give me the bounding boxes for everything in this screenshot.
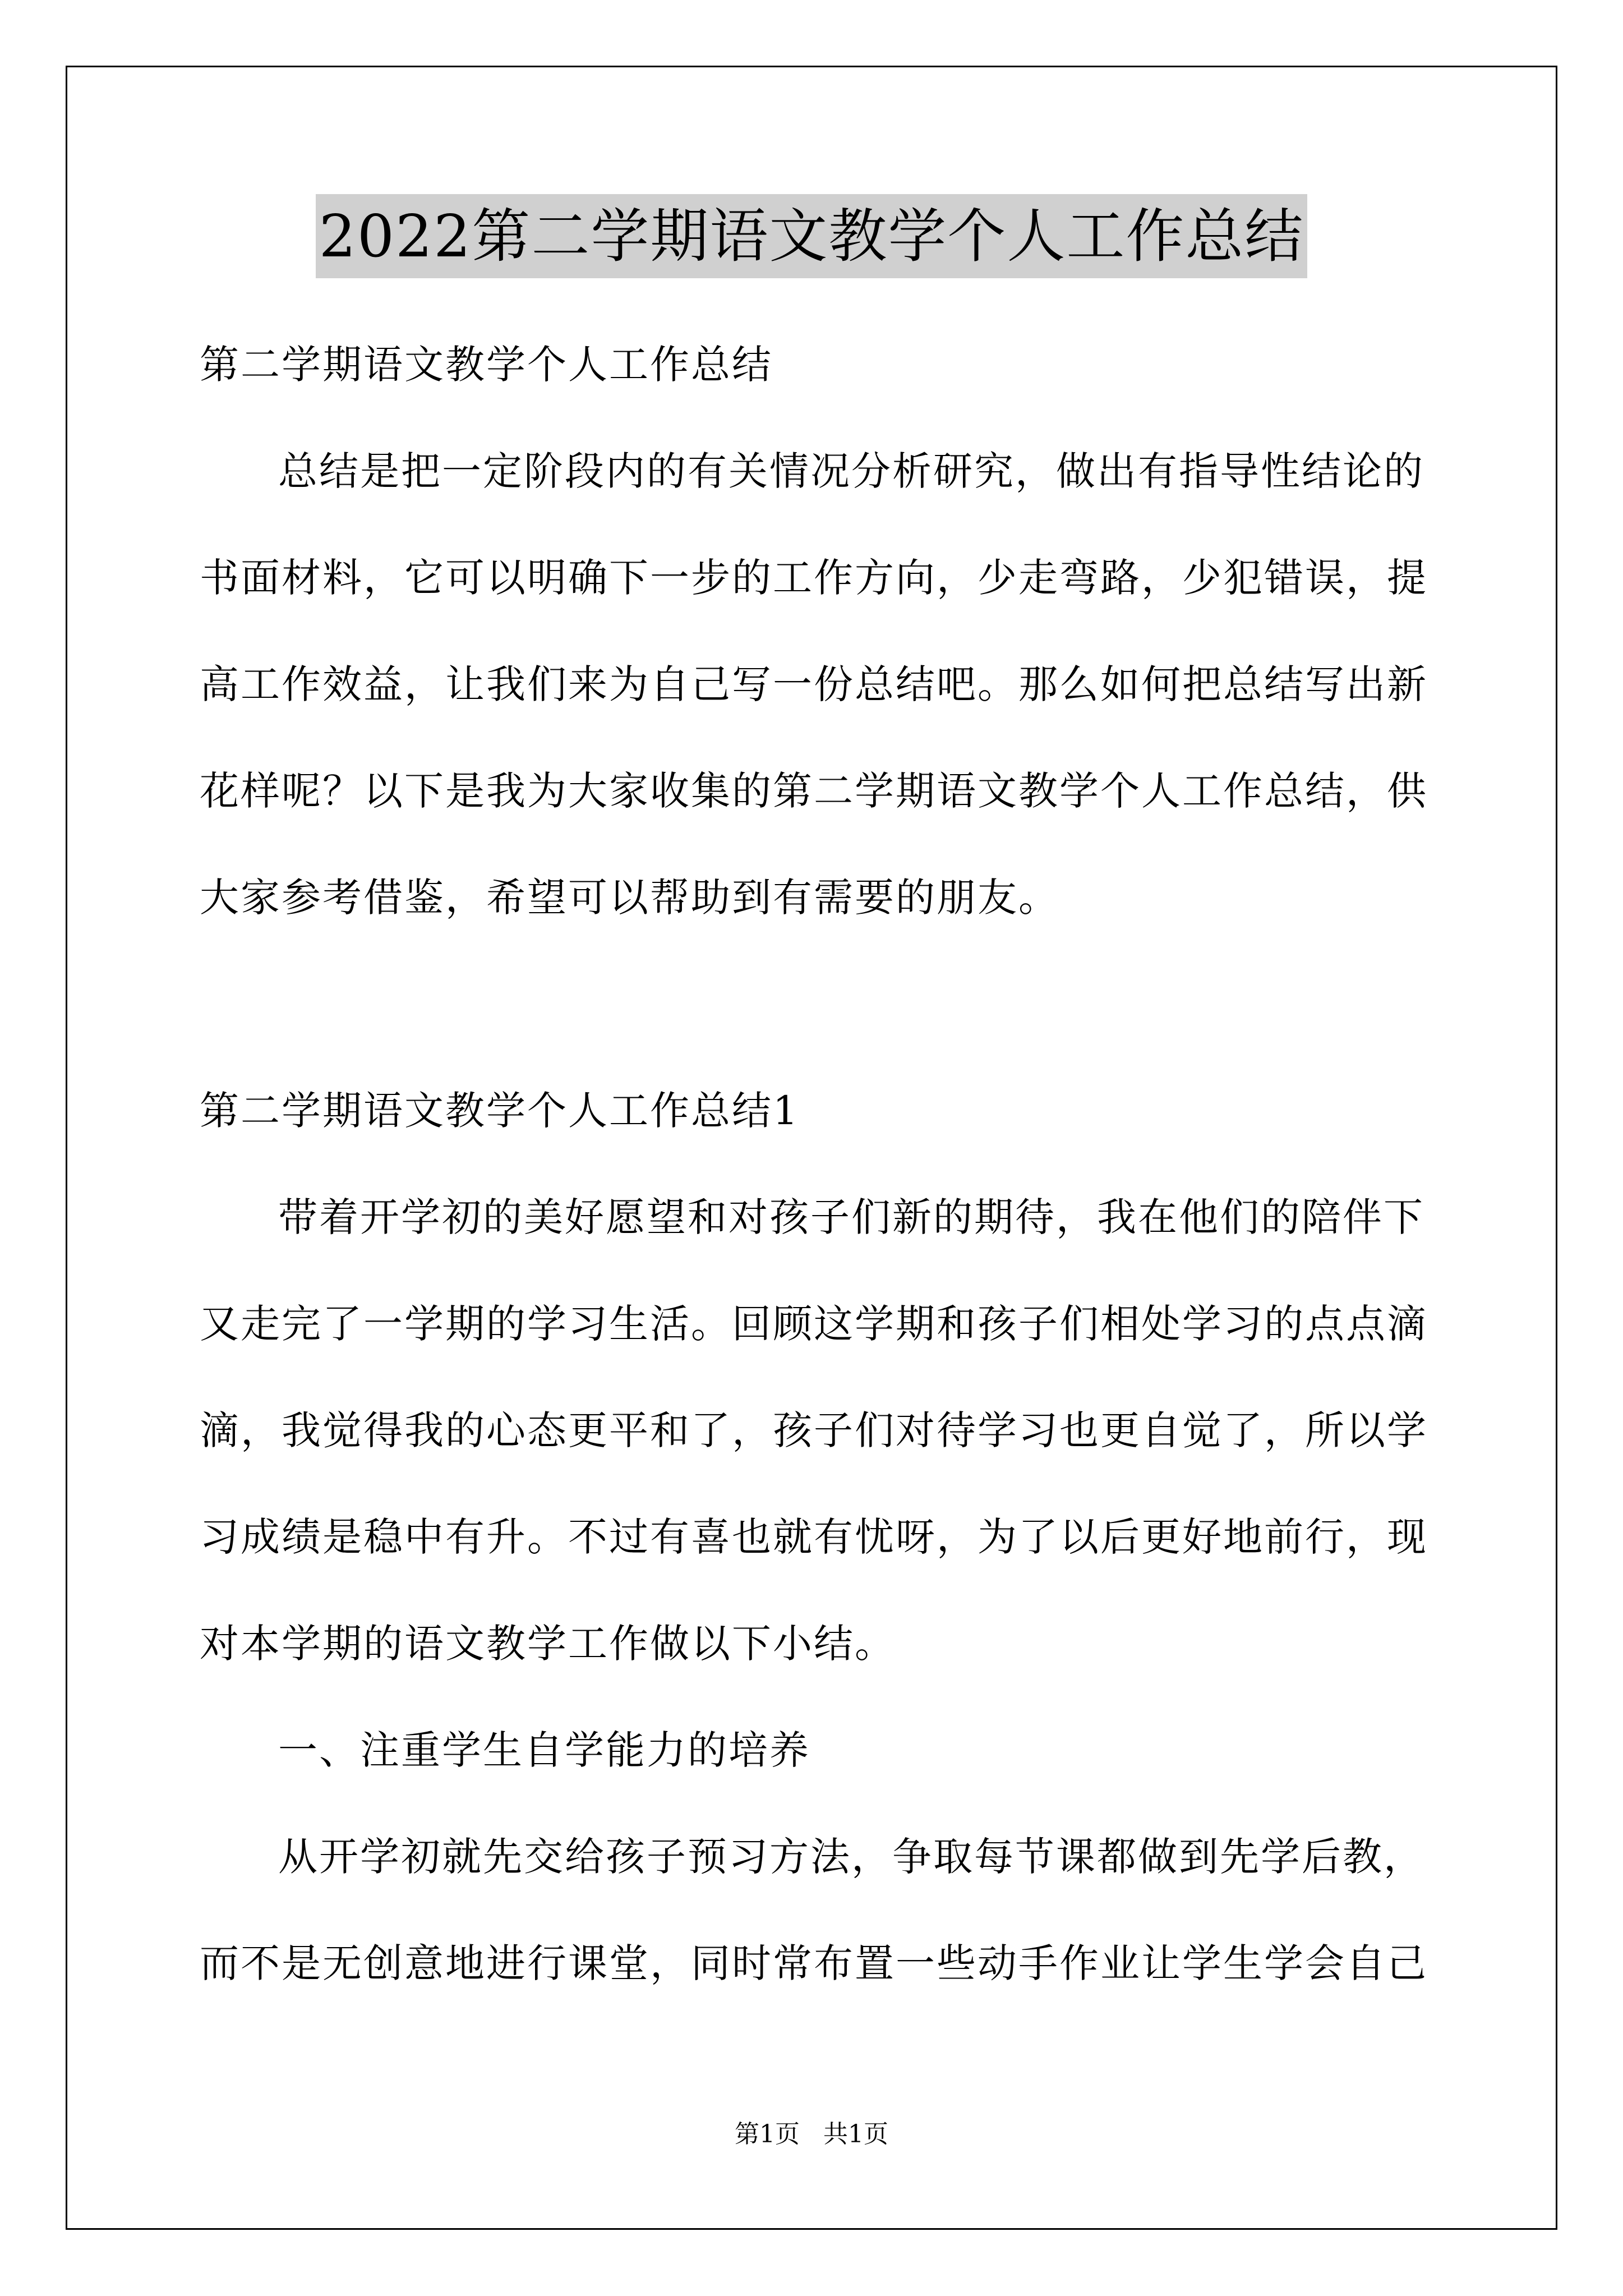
paragraph-spacer (200, 951, 1433, 1057)
page-number-footer: 第1页 共1页 (735, 2120, 888, 2148)
title-container (0, 194, 1623, 278)
document-body (200, 311, 1433, 2017)
body-paragraph: 带着开学初的美好愿望和对孩子们新的期待，我在他们的陪伴下又走完了一学期的学习生活。回顾这学期和孩子们相处学习的点点滴滴，我觉得我的心态更平和了，孩子们对待学习也更自觉了，所以学习成绩是稳中有升。不过有喜也就有忧呀，为了以后更好地前行，现对本学期的语文教学工作做以下小结。 (200, 1194, 1428, 1667)
section-heading-1: 第二学期语文教学个人工作总结1 (200, 1088, 800, 1134)
section-heading: 第二学期语文教学个人工作总结 (200, 342, 773, 388)
document-title: 2022第二学期语文教学个人工作总结 (316, 194, 1308, 278)
body-paragraph: 从开学初就先交给孩子预习方法，争取每节课都做到先学后教，而不是无创意地进行课堂，同时常布置一些动手作业让学生学会自己 (200, 1834, 1428, 1986)
subsection-heading: 一、注重学生自学能力的培养 (278, 1727, 810, 1773)
intro-paragraph: 总结是把一定阶段内的有关情况分析研究，做出有指导性结论的书面材料，它可以明确下一步的工作方向，少走弯路，少犯错误，提高工作效益，让我们来为自己写一份总结吧。那么如何把总结写出新花样呢？以下是我为大家收集的第二学期语文教学个人工作总结，供大家参考借鉴，希望可以帮助到有需要的朋友。 (200, 448, 1428, 921)
